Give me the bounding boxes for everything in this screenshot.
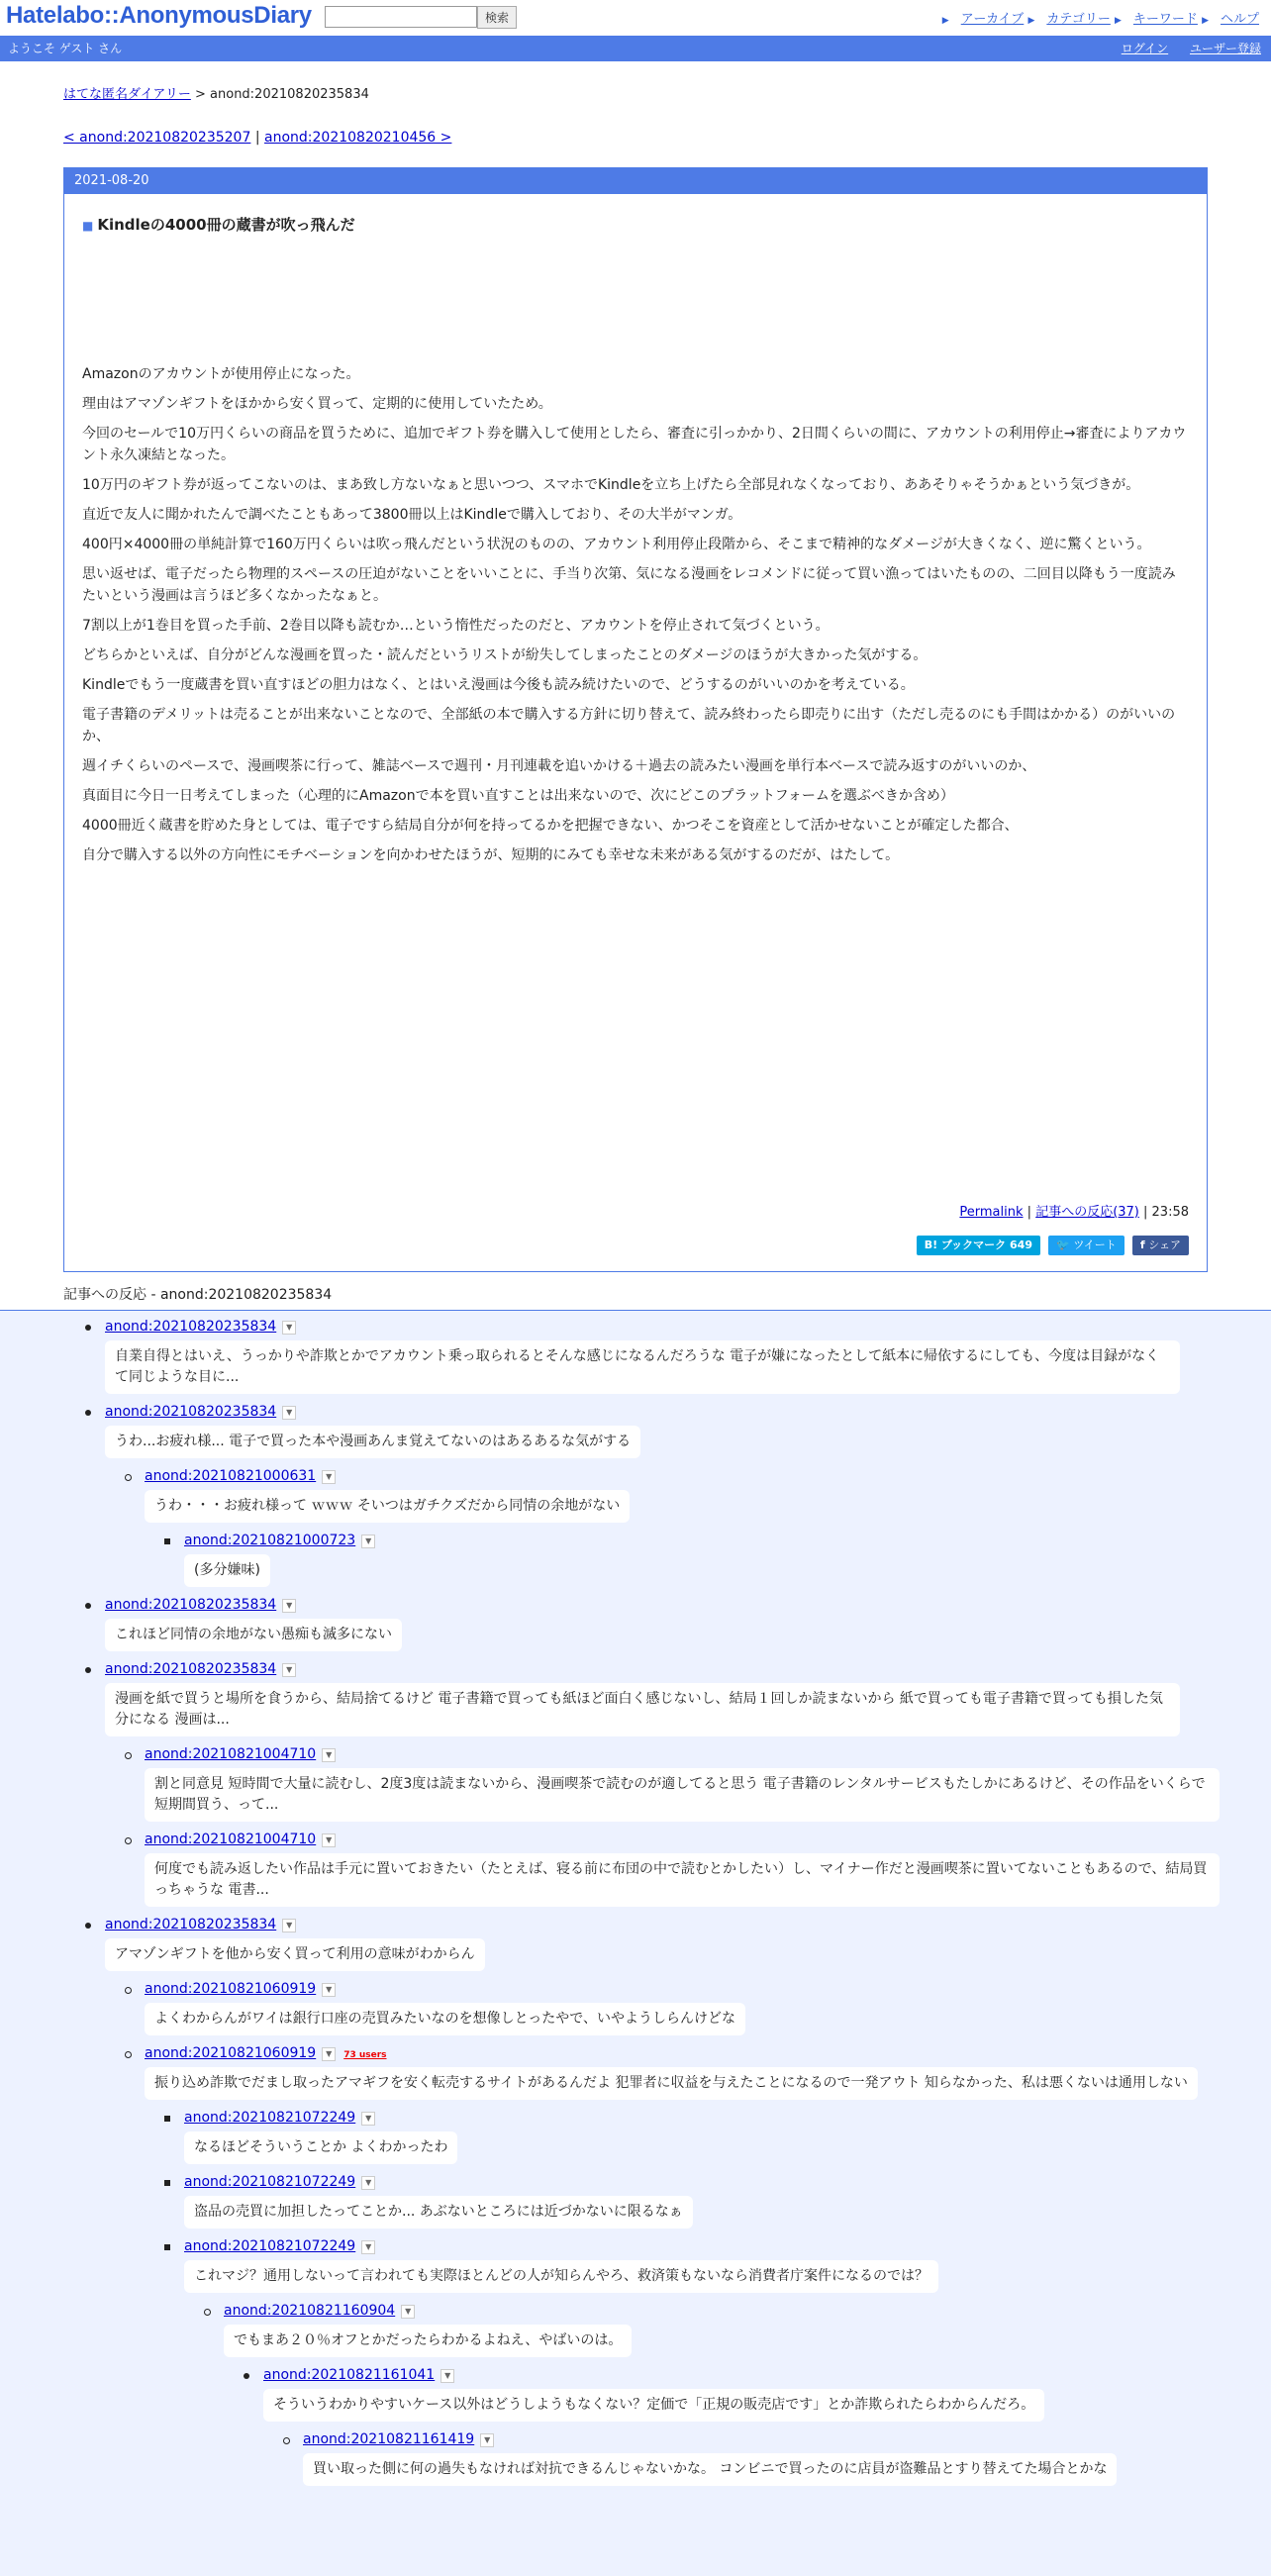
facebook-share-button[interactable]: f シェア: [1132, 1236, 1189, 1255]
share-buttons: [913, 1236, 1189, 1255]
body-paragraph: 400円×4000冊の単純計算で160万円くらいは吹っ飛んだという状況のものの、アカウント利用停止段階から、そこまで精神的なダメージが大きくなく、逆に驚くという。: [82, 537, 1151, 552]
dropdown-icon[interactable]: ▼: [361, 1535, 375, 1548]
list-bullet: [125, 2051, 132, 2058]
category-link[interactable]: カテゴリー: [1046, 12, 1111, 27]
reaction-id-link[interactable]: anond:20210820235834: [105, 1319, 277, 1335]
body-paragraph: 今回のセールで10万円くらいの商品を買うために、追加でギフト券を購入して使用としたら、審査に引っかかり、2日間くらいの間に、アカウントの利用停止→審査によりアカウント永久凍結となった。: [82, 426, 1187, 463]
reaction-excerpt: 何度でも読み返したい作品は手元に置いておきたい（たとえば、寝る前に布団の中で読むとかしたい）し、マイナー作だと漫画喫茶に置いてないこともあるので、結局買っちゃうな 電書...: [145, 1853, 1220, 1907]
keyword-link[interactable]: キーワード: [1132, 12, 1198, 27]
breadcrumb-current: anond:20210820235834: [210, 87, 369, 102]
entry-title-text: Kindleの4000冊の蔵書が吹っ飛んだ: [97, 216, 355, 234]
bookmark-users-badge[interactable]: 73 users: [343, 2050, 387, 2060]
reaction-item: [63, 1533, 1271, 1587]
list-bullet: [125, 1474, 132, 1481]
list-bullet: [125, 1837, 132, 1844]
entry-title: [82, 214, 1207, 235]
reaction-item: [63, 2367, 1271, 2422]
dropdown-icon[interactable]: ▼: [322, 1833, 336, 1847]
reaction-excerpt: これほど同情の余地がない愚痴も滅多にない: [105, 1619, 402, 1651]
reactions-section: [0, 1310, 1271, 2576]
list-bullet: [85, 1325, 91, 1331]
body-paragraph: 週イチくらいのペースで、漫画喫茶に行って、雑誌ベースで週刊・月刊連載を追いかける＋過去の読みたい漫画を単行本ベースで読み返すのがいいのか、: [82, 758, 1036, 774]
reaction-excerpt: うわ...お疲れ様... 電子で買った本や漫画あんま覚えてないのはあるあるな気がする: [105, 1426, 640, 1458]
reaction-id-link[interactable]: anond:20210821000631: [145, 1468, 317, 1484]
reaction-id-link[interactable]: anond:20210821072249: [184, 2110, 356, 2126]
body-paragraph: Kindleでもう一度蔵書を買い直すほどの胆力はなく、とはいえ漫画は今後も読み続けたいので、どうするのがいいのかを考えている。: [82, 677, 915, 693]
body-paragraph: 10万円のギフト券が返ってこないのは、まあ致し方ないなぁと思いつつ、スマホでKindleを立ち上げたら全部見れなくなっており、ああそりゃそうかぁという気づきが。: [82, 477, 1140, 493]
site-logo[interactable]: Hatelabo::AnonymousDiary: [6, 2, 312, 29]
reaction-id-link[interactable]: anond:20210820235834: [105, 1661, 277, 1677]
body-paragraph: 自分で購入する以外の方向性にモチベーションを向かわせたほうが、短期的にみても幸せな未来がある気がするのだが、はたして。: [82, 847, 900, 863]
reaction-item: [63, 1468, 1271, 1523]
triangle-icon: ▶: [1202, 16, 1209, 26]
list-bullet: [85, 1667, 91, 1673]
tweet-button[interactable]: 🐦 ツイート: [1048, 1236, 1124, 1255]
top-header: [0, 0, 1271, 36]
user-bar: [0, 36, 1271, 61]
dropdown-icon[interactable]: ▼: [361, 2240, 375, 2254]
triangle-icon: ▶: [1114, 16, 1122, 26]
entry-navigation: [63, 130, 1208, 146]
reaction-excerpt: うわ・・・お疲れ様って ｗｗｗ そいつはガチクズだから同情の余地がない: [145, 1490, 630, 1523]
list-bullet: [85, 1923, 91, 1929]
body-paragraph: 直近で友人に聞かれたんで調べたこともあって3800冊以上はKindleで購入しており、その大半がマンガ。: [82, 507, 742, 523]
dropdown-icon[interactable]: ▼: [282, 1663, 296, 1677]
hatena-bookmark-button[interactable]: B! ブックマーク 649: [917, 1236, 1040, 1255]
login-link[interactable]: ログイン: [1121, 42, 1169, 55]
square-icon[interactable]: ■: [82, 219, 94, 233]
dropdown-icon[interactable]: ▼: [322, 1983, 336, 1997]
dropdown-icon[interactable]: ▼: [282, 1406, 296, 1420]
reaction-item: [63, 1917, 1271, 1971]
reaction-item: [63, 1981, 1271, 2035]
reaction-id-link[interactable]: anond:20210821161419: [303, 2431, 475, 2447]
reaction-excerpt: 漫画を紙で買うと場所を食うから、結局捨てるけど 電子書籍で買っても紙ほど面白く感じないし、結局１回しか読まないから 紙で買っても電子書籍で買っても損した気分になる 漫画は...: [105, 1683, 1180, 1736]
reaction-id-link[interactable]: anond:20210821004710: [145, 1832, 317, 1847]
reaction-item: [63, 1832, 1271, 1907]
reaction-item: [63, 2174, 1271, 2229]
reaction-excerpt: (多分嫌味): [184, 1554, 270, 1587]
reaction-item: [63, 1597, 1271, 1651]
dropdown-icon[interactable]: ▼: [322, 1748, 336, 1762]
reaction-excerpt: 盗品の売買に加担したってことか... あぶないところには近づかないに限るなぁ: [184, 2196, 693, 2229]
reaction-id-link[interactable]: anond:20210821004710: [145, 1746, 317, 1762]
entry-time: 23:58: [1151, 1205, 1189, 1220]
reaction-id-link[interactable]: anond:20210821161041: [263, 2367, 436, 2383]
reaction-item: [63, 2238, 1271, 2293]
triangle-icon: ▶: [1027, 16, 1035, 26]
header-links: [942, 8, 1259, 27]
search-button[interactable]: 検索: [477, 6, 517, 29]
list-bullet: [164, 2116, 170, 2122]
reaction-id-link[interactable]: anond:20210820235834: [105, 1597, 277, 1613]
list-bullet: [164, 2244, 170, 2250]
reaction-item: [63, 1319, 1271, 1394]
breadcrumb: [63, 83, 1208, 102]
reaction-excerpt: よくわからんがワイは銀行口座の売買みたいなのを想像しとったやで、いやようしらんけどな: [145, 2003, 745, 2035]
reaction-excerpt: そういうわかりやすいケース以外はどうしようもなくない？定価で「正規の販売店です」とか詐欺られたらわからんだろ。: [263, 2389, 1044, 2422]
reactions-heading: 記事への反応 - anond:20210820235834: [63, 1287, 333, 1303]
triangle-icon: ▶: [941, 16, 949, 26]
entry-date: 2021-08-20: [64, 168, 1207, 194]
reaction-item: [63, 1404, 1271, 1458]
reaction-id-link[interactable]: anond:20210820235834: [105, 1404, 277, 1420]
breadcrumb-separator: >: [194, 87, 206, 102]
dropdown-icon[interactable]: ▼: [322, 2047, 336, 2061]
reaction-id-link[interactable]: anond:20210821072249: [184, 2174, 356, 2190]
list-bullet: [244, 2373, 249, 2379]
reaction-excerpt: でもまあ２０％オフとかだったらわかるよねえ、やばいのは。: [224, 2325, 632, 2357]
body-paragraph: 電子書籍のデメリットは売ることが出来ないことなので、全部紙の本で購入する方針に切り替えて、読み終わったら即売りに出す（ただし売るのにも手間はかかる）のがいいのか、: [82, 707, 1176, 744]
reaction-excerpt: 割と同意見 短時間で大量に読むし、2度3度は読まないから、漫画喫茶で読むのが適してると思う 電子書籍のレンタルサービスもたしかにあるけど、その作品をいくらで短期間買う、って...: [145, 1768, 1220, 1822]
breadcrumb-home[interactable]: はてな匿名ダイアリー: [63, 87, 191, 102]
dropdown-icon[interactable]: ▼: [282, 1599, 296, 1613]
reaction-item: [63, 1661, 1271, 1736]
reaction-excerpt: 振り込め詐欺でだまし取ったアマギフを安く転売するサイトがあるんだよ 犯罪者に収益を与えたことになるので一発アウト 知らなかった、私は悪くないは通用しない: [145, 2067, 1198, 2100]
permalink[interactable]: Permalink: [959, 1205, 1024, 1220]
dropdown-icon[interactable]: ▼: [361, 2112, 375, 2126]
nav-separator: |: [254, 130, 260, 146]
reaction-excerpt: アマゾンギフトを他から安く買って利用の意味がわからん: [105, 1938, 485, 1971]
reaction-excerpt: なるほどそういうことか よくわかったわ: [184, 2131, 457, 2164]
reaction-id-link[interactable]: anond:20210821000723: [184, 1533, 356, 1548]
reaction-item: [63, 1746, 1271, 1822]
dropdown-icon[interactable]: ▼: [282, 1919, 296, 1932]
entry-body: [82, 363, 1189, 866]
list-bullet: [85, 1410, 91, 1416]
body-paragraph: 理由はアマゾンギフトをほかから安く買って、定期的に使用していたため。: [82, 396, 552, 412]
reaction-excerpt: これマジ？通用しないって言われても実際ほとんどの人が知らんやろ、救済策もないなら消費者庁案件になるのでは？: [184, 2260, 938, 2293]
prev-entry-link[interactable]: < anond:20210820235207: [63, 130, 251, 146]
reaction-excerpt: 自業自得とはいえ、うっかりや詐欺とかでアカウント乗っ取られるとそんな感じになるんだろうな 電子が嫌になったとして紙本に帰依するにしても、今度は目録がなくて同じような目に...: [105, 1340, 1180, 1394]
reaction-id-link[interactable]: anond:20210821060919: [145, 2045, 317, 2061]
reaction-id-link[interactable]: anond:20210820235834: [105, 1917, 277, 1932]
body-paragraph: Amazonのアカウントが使用停止になった。: [82, 366, 360, 382]
facebook-icon: f: [1139, 1238, 1145, 1251]
list-bullet: [204, 2309, 211, 2316]
list-bullet: [85, 1603, 91, 1609]
diary-entry: [63, 167, 1208, 1272]
register-link[interactable]: ユーザー登録: [1189, 42, 1261, 55]
reaction-excerpt: 買い取った側に何の過失もなければ対抗できるんじゃないかな。 コンビニで買ったのに店員が盗難品とすり替えてた場合とかな: [303, 2453, 1117, 2486]
list-bullet: [164, 2180, 170, 2186]
list-bullet: [125, 1987, 132, 1994]
reaction-id-link[interactable]: anond:20210821060919: [145, 1981, 317, 1997]
body-paragraph: 真面目に今日一日考えてしまった（心理的にAmazonで本を買い直すことは出来ないので、次にどこのプラットフォームを選ぶべきか含め）: [82, 788, 954, 804]
help-link[interactable]: ヘルプ: [1220, 12, 1259, 27]
body-paragraph: 思い返せば、電子だったら物理的スペースの圧迫がないことをいいことに、手当り次第、気になる漫画をレコメンドに従って買い漁ってはいたものの、二回目以降もう一度読みたいという漫画は言うほど多くなかったなぁと。: [82, 566, 1176, 604]
body-paragraph: 7割以上が1巻目を買った手前、2巻目以降も読むか…という惰性だったのだと、アカウントを停止されて気づくという。: [82, 618, 830, 634]
body-paragraph: どちらかといえば、自分がどんな漫画を買った・読んだというリストが紛失してしまったことのダメージのほうが大きかった気がする。: [82, 647, 928, 663]
dropdown-icon[interactable]: ▼: [480, 2433, 494, 2447]
reactions-link[interactable]: 記事への反応(37): [1035, 1205, 1139, 1220]
dropdown-icon[interactable]: ▼: [361, 2176, 375, 2190]
reactions-list: [63, 1319, 1271, 2486]
dropdown-icon[interactable]: ▼: [401, 2305, 415, 2319]
reaction-item: [63, 2045, 1271, 2100]
list-bullet: [283, 2437, 290, 2444]
next-entry-link[interactable]: anond:20210820210456 >: [264, 130, 452, 146]
reaction-item: [63, 2303, 1271, 2357]
archive-link[interactable]: アーカイブ: [960, 12, 1025, 27]
reaction-item: [63, 2431, 1271, 2486]
list-bullet: [164, 1538, 170, 1544]
reaction-id-link[interactable]: anond:20210821160904: [224, 2303, 396, 2319]
twitter-icon: 🐦: [1056, 1238, 1070, 1251]
reaction-item: [63, 2110, 1271, 2164]
list-bullet: [125, 1752, 132, 1759]
body-paragraph: 4000冊近く蔵書を貯めた身としては、電子ですら結局自分が何を持ってるかを把握できない、かつそこを資産として活かせないことが確定した都合、: [82, 818, 1019, 834]
reaction-id-link[interactable]: anond:20210821072249: [184, 2238, 356, 2254]
dropdown-icon[interactable]: ▼: [282, 1321, 296, 1335]
entry-footer: Permalink | 記事への反応(37) | 23:58: [959, 1205, 1189, 1220]
search-input[interactable]: [325, 6, 477, 28]
welcome-text: ようこそ ゲスト さん: [8, 42, 123, 55]
main-content: [63, 83, 1208, 2576]
dropdown-icon[interactable]: ▼: [322, 1470, 336, 1484]
dropdown-icon[interactable]: ▼: [440, 2369, 454, 2383]
